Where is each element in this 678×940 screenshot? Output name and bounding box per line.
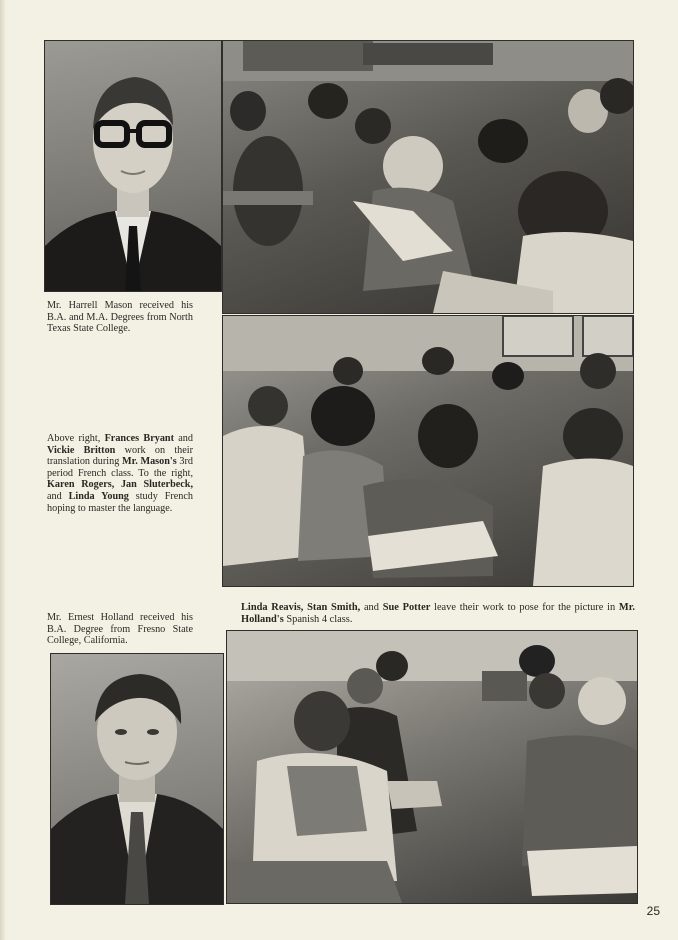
student-name-sue-potter: Sue Potter [382,602,431,613]
caption-french-class [47,433,193,514]
caption-mason: Mr. Harrell Mason received his B.A. and M.A. Degrees from North Texas State College. [47,300,193,335]
caption-part: Above right, [47,433,105,444]
page-spine-shadow [0,0,6,940]
caption-part: work on their translation during [47,444,194,468]
caption-spanish-class [241,602,635,626]
teacher-name-mason: Mr. Mason's [122,456,177,468]
classroom-photo-french-2 [222,315,634,587]
caption-part: leave their work to pose for the picture in [430,602,619,613]
page-number: 25 [646,904,660,918]
caption-holland: Mr. Ernest Holland received his B.A. Degree from Fresno State College, California. [47,612,193,647]
student-name-frances-bryant: Frances Bryant [104,433,174,444]
student-names-rogers-sluterbeck: Karen Rogers, Jan Sluterbeck, [47,479,193,491]
student-name-linda-young: Linda Young [68,490,129,502]
caption-part: Spanish 4 class. [283,614,353,625]
portrait-photo-mason [44,40,222,292]
classroom-photo-french-1 [222,40,634,314]
caption-part: and [47,490,69,502]
caption-part: and [173,433,193,444]
student-name-vickie-britton: Vickie Britton [47,444,116,456]
caption-part: and [360,602,383,613]
classroom-photo-spanish [226,630,638,904]
teacher-name-holland: Mr. Holland's [241,602,635,625]
caption-part: 3rd period French class. To the right, [47,456,193,479]
portrait-photo-holland [50,653,224,905]
caption-part: study French hoping to master the language. [47,490,193,514]
student-names-reavis-smith: Linda Reavis, Stan Smith, [241,602,361,613]
